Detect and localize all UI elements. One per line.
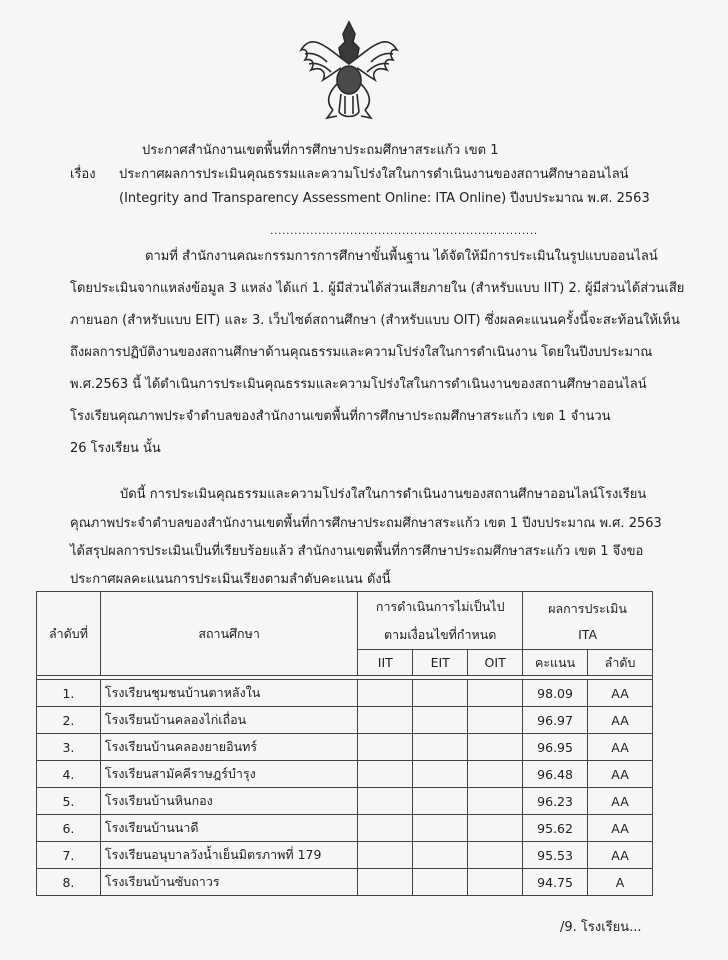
row-eit [413,815,468,842]
row-score: 95.62 [523,815,588,842]
row-score: 96.48 [523,761,588,788]
para2-line-3: ได้สรุปผลการประเมินเป็นที่เรียบร้อยแล้ว สำนักงานเขตพื้นที่การศึกษาประถมศึกษาสระแก้ว เขต 1 จึงขอ [70,544,644,559]
para1-line-2: โดยประเมินจากแหล่งข้อมูล 3 แหล่ง ได้แก่ 1. ผู้มีส่วนได้ส่วนเสียภายใน (สำหรับแบบ IIT) 2. ผู้มีส่วนได้ส่วนเสีย [70,281,685,296]
row-iit [358,680,413,707]
row-level: AA [588,761,653,788]
row-score: 96.23 [523,788,588,815]
header-iit: IIT [358,650,413,676]
row-iit [358,788,413,815]
results-table [36,591,653,896]
row-eit [413,707,468,734]
separator-line: ................................................................... [270,224,538,237]
row-level: AA [588,680,653,707]
header-eit: EIT [413,650,468,676]
row-oit [468,842,523,869]
row-school: โรงเรียนสามัคคีราษฎร์บำรุง [100,761,357,788]
row-rank: 7. [37,842,101,869]
row-eit [413,842,468,869]
table-row [37,680,653,707]
row-score: 98.09 [523,680,588,707]
row-rank: 1. [37,680,101,707]
row-school: โรงเรียนอนุบาลวังน้ำเย็นมิตรภาพที่ 179 [100,842,357,869]
table-row [37,869,653,896]
row-oit [468,680,523,707]
row-school: โรงเรียนชุมชนบ้านตาหลังใน [100,680,357,707]
row-iit [358,707,413,734]
subject-title: ประกาศผลการประเมินคุณธรรมและความโปร่งใสในการดำเนินงานของสถานศึกษาออนไลน์ [119,167,629,182]
row-rank: 2. [37,707,101,734]
row-level: AA [588,842,653,869]
row-score: 96.95 [523,734,588,761]
row-eit [413,869,468,896]
row-oit [468,707,523,734]
row-eit [413,680,468,707]
header-noncompliance-line-1: การดำเนินการไม่เป็นไป [375,598,505,614]
row-level: AA [588,788,653,815]
header-rank: ลำดับที่ [37,592,101,676]
row-iit [358,734,413,761]
row-school: โรงเรียนบ้านซับถาวร [100,869,357,896]
row-score: 94.75 [523,869,588,896]
continued-note: /9. โรงเรียน... [560,920,642,935]
row-rank: 4. [37,761,101,788]
header-score: คะแนน [523,650,588,676]
para2-line-4: ประกาศผลคะแนนการประเมินเรียงตามลำดับคะแนน ดังนี้ [70,572,391,587]
table-row [37,815,653,842]
para1-line-3: ภายนอก (สำหรับแบบ EIT) และ 3. เว็บไซต์สถานศึกษา (สำหรับแบบ OIT) ซึ่งผลคะแนนครั้งนี้จะสะท้อนให้เห็น [70,313,680,328]
agency-title: ประกาศสำนักงานเขตพื้นที่การศึกษาประถมศึกษาสระแก้ว เขต 1 [142,143,499,158]
para1-line-4: ถึงผลการปฏิบัติงานของสถานศึกษาด้านคุณธรรมและความโปร่งใสในการดำเนินงาน โดยในปีงบประมาณ [70,345,653,360]
row-oit [468,734,523,761]
row-score: 96.97 [523,707,588,734]
row-rank: 8. [37,869,101,896]
para1-line-6: โรงเรียนคุณภาพประจำตำบลของสำนักงานเขตพื้นที่การศึกษาประถมศึกษาสระแก้ว เขต 1 จำนวน [70,409,611,424]
table-row [37,842,653,869]
header-noncompliance [358,592,523,650]
row-iit [358,815,413,842]
row-rank: 3. [37,734,101,761]
row-oit [468,815,523,842]
subject-english: (Integrity and Transparency Assessment Online: ITA Online) ปีงบประมาณ พ.ศ. 2563 [119,191,650,206]
row-score: 95.53 [523,842,588,869]
row-oit [468,869,523,896]
table-row [37,788,653,815]
header-result [523,592,653,650]
row-level: AA [588,707,653,734]
row-iit [358,869,413,896]
table-row [37,707,653,734]
row-school: โรงเรียนบ้านหินกอง [100,788,357,815]
row-rank: 5. [37,788,101,815]
header-result-line-2: ITA [578,627,597,642]
para2-line-1: บัดนี้ การประเมินคุณธรรมและความโปร่งใสในการดำเนินงานของสถานศึกษาออนไลน์โรงเรียน [120,487,647,502]
para1-line-5: พ.ศ.2563 นี้ ได้ดำเนินการประเมินคุณธรรมและความโปร่งใสในการดำเนินงานของสถานศึกษาออนไลน์ [70,377,647,392]
header-oit: OIT [468,650,523,676]
row-level: AA [588,734,653,761]
row-iit [358,842,413,869]
para2-line-2: คุณภาพประจำตำบลของสำนักงานเขตพื้นที่การศึกษาประถมศึกษาสระแก้ว เขต 1 ปีงบประมาณ พ.ศ. 2563 [70,516,662,531]
row-rank: 6. [37,815,101,842]
subject-label: เรื่อง [70,167,96,182]
para1-line-1: ตามที่ สำนักงานคณะกรรมการการศึกษาขั้นพื้นฐาน ได้จัดให้มีการประเมินในรูปแบบออนไลน์ [145,249,658,264]
table-row [37,761,653,788]
row-school: โรงเรียนบ้านนาดี [100,815,357,842]
row-eit [413,788,468,815]
header-level: ลำดับ [588,650,653,676]
row-oit [468,788,523,815]
row-oit [468,761,523,788]
row-school: โรงเรียนบ้านคลองไก่เถื่อน [100,707,357,734]
row-eit [413,734,468,761]
row-level: AA [588,815,653,842]
garuda-emblem-icon [293,14,405,126]
para1-line-7: 26 โรงเรียน นั้น [70,441,161,456]
row-eit [413,761,468,788]
row-school: โรงเรียนบ้านคลองยายอินทร์ [100,734,357,761]
table-row [37,734,653,761]
header-noncompliance-line-2: ตามเงื่อนไขที่กำหนด [384,626,497,642]
header-school: สถานศึกษา [100,592,357,676]
header-result-line-1: ผลการประเมิน [548,601,627,616]
row-level: A [588,869,653,896]
row-iit [358,761,413,788]
